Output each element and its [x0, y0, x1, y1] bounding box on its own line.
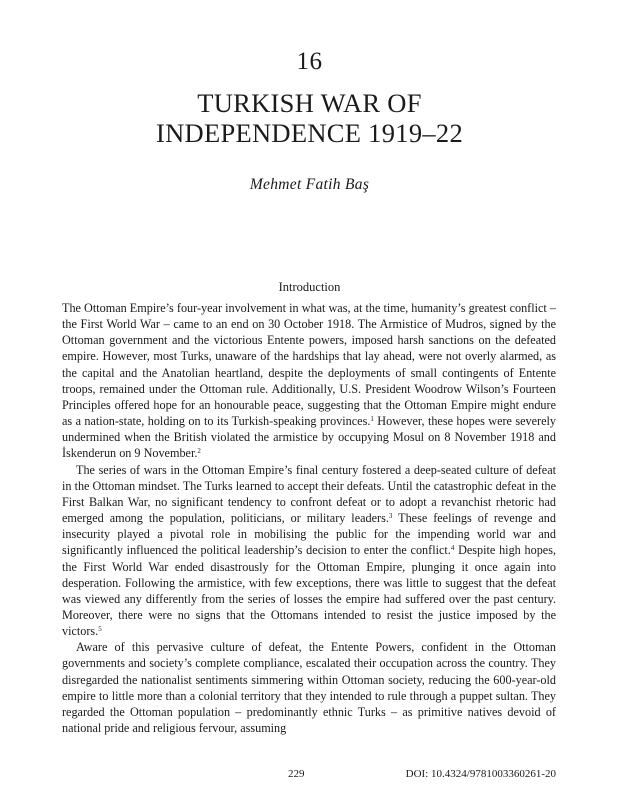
footnote-ref-2[interactable]: 2	[197, 447, 201, 456]
doi-reference: DOI: 10.4324/9781003360261-20	[405, 768, 556, 780]
paragraph-2: The series of wars in the Ottoman Empire’s final century fostered a deep-seated culture of defeat in the Ottoman mindset. The Turks learned to accept their defeats. Until the catastrophic defeat in the First Balkan War, no significant tendency to confront defeat or to adopt a revanchist rhetoric had emerged among the population, politicians, or military leaders.$^3$ These feelings of revenge and insecurity played a pivotal role in mobilising the public for the impending world war and significantly influenced the political leadership’s decision to enter the conflict.$^4$ Despite high hopes, the First World War ended disastrously for the Ottoman Empire, plunging it once again into desperation. Following the armistice, with few exceptions, there was little to suggest that the defeat was viewed any differently from the series of losses the empire had suffered over the past century. Moreover, there were no signs that the Ottomans intended to resist the justice imposed by the victors.$^5$	[62, 462, 556, 639]
chapter-author: Mehmet Fatih Baş	[249, 176, 370, 193]
chapter-title	[0, 88, 619, 148]
paragraph-3: Aware of this pervasive culture of defeat, the Entente Powers, confident in the Ottoman governments and society’s complete compliance, escalated their occupation across the country. They disregarded the nationalist sentiments simmering within Ottoman society, reducing the 600-year-old empire to little more than a colonial territory that they intended to rule through a puppet sultan. They regarded the Ottoman population – predominantly ethnic Turks – as primitive natives devoid of national pride and religious fervour, assuming	[62, 640, 556, 736]
section-heading: Introduction	[278, 280, 341, 294]
chapter-number: 16	[296, 48, 323, 75]
page-number: 229	[288, 768, 305, 780]
chapter-title-line-2: INDEPENDENCE 1919–22	[155, 118, 464, 148]
chapter-title-line-1: TURKISH WAR OF	[197, 88, 422, 118]
footnote-ref-1[interactable]: 1	[370, 415, 374, 424]
paragraph-1: The Ottoman Empire’s four-year involvement in what was, at the time, humanity’s greatest conflict – the First World War – came to an end on 30 October 1918. The Armistice of Mudros, signed by the Ottoman government and the victorious Entente powers, imposed harsh sanctions on the defeated empire. However, most Turks, unaware of the hardships that lay ahead, were not overly alarmed, as the capital and the Anatolian heartland, despite the deployments of small contingents of Entente troops, remained under the Ottoman rule. Additionally, U.S. President Woodrow Wilson’s Fourteen Principles offered hope for an honourable peace, suggesting that the Ottoman Empire might endure as a nation-state, holding on to its Turkish-speaking provinces.$^1$ However, these hopes were severely undermined when the British violated the armistice by occupying Mosul on 8 November 1918 and İskenderun on 9 November.$^2$	[62, 301, 556, 461]
footnote-ref-4[interactable]: 4	[450, 544, 455, 553]
footnote-ref-3[interactable]: 3	[388, 512, 393, 521]
body-text	[62, 300, 556, 736]
footnote-ref-5[interactable]: 5	[98, 625, 102, 634]
